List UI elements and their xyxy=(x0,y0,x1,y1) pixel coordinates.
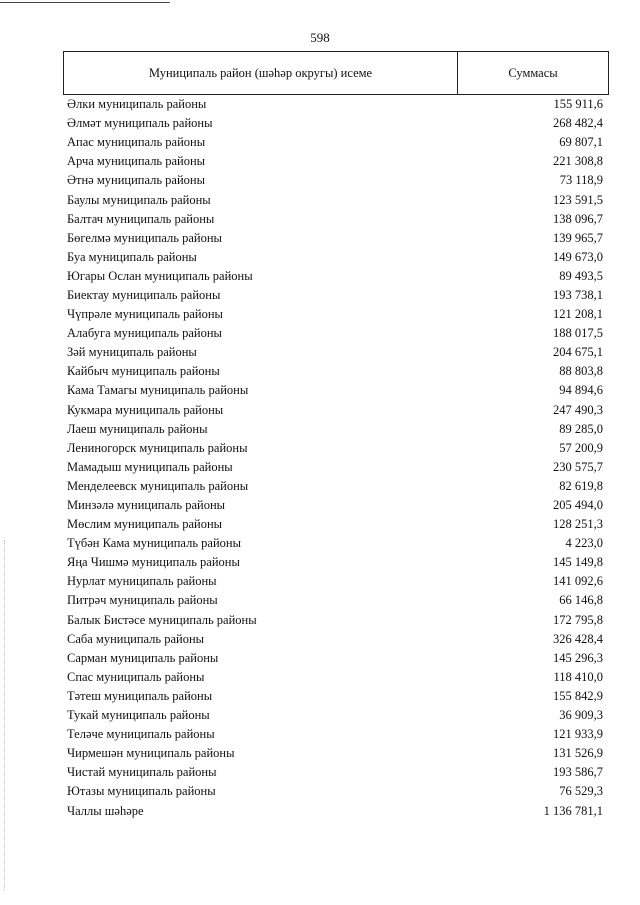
table-row xyxy=(67,190,603,209)
district-name: Сарман муниципаль районы xyxy=(67,650,219,665)
district-name: Баулы муниципаль районы xyxy=(67,192,211,207)
table-row xyxy=(67,706,603,725)
district-name: Чаллы шәһәре xyxy=(67,803,144,818)
district-sum: 247 490,3 xyxy=(553,402,603,417)
district-sum: 221 308,8 xyxy=(553,154,603,169)
header-sum-column: Суммасы xyxy=(508,65,558,80)
district-sum: 118 410,0 xyxy=(553,669,603,684)
district-name: Әтнә муниципаль районы xyxy=(67,173,206,188)
district-sum: 145 149,8 xyxy=(553,555,603,570)
district-name: Кайбыч муниципаль районы xyxy=(67,364,220,379)
district-name: Әлмәт муниципаль районы xyxy=(67,116,213,131)
district-sum: 193 586,7 xyxy=(553,765,603,780)
district-sum: 4 223,0 xyxy=(565,536,603,551)
district-sum: 141 092,6 xyxy=(553,574,603,589)
table-row xyxy=(67,305,603,324)
district-sum: 204 675,1 xyxy=(553,345,603,360)
table-row xyxy=(67,515,603,534)
district-sum: 128 251,3 xyxy=(553,517,603,532)
district-name: Тукай муниципаль районы xyxy=(67,708,210,723)
district-sum: 36 909,3 xyxy=(559,708,603,723)
district-sum: 66 146,8 xyxy=(559,593,603,608)
table-row xyxy=(67,649,603,668)
table-row xyxy=(67,210,603,229)
table-row xyxy=(67,324,603,343)
table-row xyxy=(67,362,603,381)
table-body xyxy=(67,95,603,821)
table-row xyxy=(67,763,603,782)
district-name: Балтач муниципаль районы xyxy=(67,211,215,226)
top-rule xyxy=(0,2,170,3)
table-row xyxy=(67,286,603,305)
table-row xyxy=(67,401,603,420)
district-name: Түбән Кама муниципаль районы xyxy=(67,536,241,551)
district-name: Яңа Чишмә муниципаль районы xyxy=(67,555,240,570)
table-row xyxy=(67,248,603,267)
table-row xyxy=(67,687,603,706)
district-name: Югары Ослан муниципаль районы xyxy=(67,268,253,283)
district-sum: 121 933,9 xyxy=(553,727,603,742)
district-sum: 155 911,6 xyxy=(553,97,603,112)
table-row xyxy=(67,420,603,439)
district-sum: 131 526,9 xyxy=(553,746,603,761)
table-row xyxy=(67,477,603,496)
district-sum: 230 575,7 xyxy=(553,459,603,474)
table-row xyxy=(67,171,603,190)
district-sum: 172 795,8 xyxy=(553,612,603,627)
district-name: Арча муниципаль районы xyxy=(67,154,206,169)
table-row xyxy=(67,95,603,114)
district-sum: 193 738,1 xyxy=(553,287,603,302)
district-name: Чистай муниципаль районы xyxy=(67,765,217,780)
table-row xyxy=(67,534,603,553)
district-sum: 57 200,9 xyxy=(559,440,603,455)
table-row xyxy=(67,229,603,248)
district-sum: 73 118,9 xyxy=(559,173,603,188)
district-name: Питрәч муниципаль районы xyxy=(67,593,218,608)
district-name: Саба муниципаль районы xyxy=(67,631,205,646)
district-name: Бөгелмә муниципаль районы xyxy=(67,230,222,245)
table-row xyxy=(67,381,603,400)
district-sum: 76 529,3 xyxy=(559,784,603,799)
district-name: Теләче муниципаль районы xyxy=(67,727,215,742)
district-name: Әлки муниципаль районы xyxy=(67,97,207,112)
page-number: 598 xyxy=(310,30,330,45)
header-name-column: Муниципаль район (шәһәр округы) исеме xyxy=(64,52,458,94)
table-row xyxy=(67,630,603,649)
district-name: Зәй муниципаль районы xyxy=(67,345,197,360)
district-name: Апас муниципаль районы xyxy=(67,135,206,150)
table-row xyxy=(67,611,603,630)
district-name: Кукмара муниципаль районы xyxy=(67,402,224,417)
table-header xyxy=(63,51,609,95)
district-sum: 145 296,3 xyxy=(553,650,603,665)
table-row xyxy=(67,152,603,171)
district-name: Мамадыш муниципаль районы xyxy=(67,459,233,474)
table-row xyxy=(67,801,603,820)
district-sum: 69 807,1 xyxy=(559,135,603,150)
district-name: Менделеевск муниципаль районы xyxy=(67,478,249,493)
district-name: Спас муниципаль районы xyxy=(67,669,205,684)
district-name: Алабуга муниципаль районы xyxy=(67,326,222,341)
district-name: Мөслим муниципаль районы xyxy=(67,517,223,532)
district-sum: 268 482,4 xyxy=(553,116,603,131)
table-row xyxy=(67,744,603,763)
district-name: Чүпрәле муниципаль районы xyxy=(67,307,223,322)
table-row xyxy=(67,591,603,610)
district-name: Лаеш муниципаль районы xyxy=(67,421,208,436)
district-sum: 82 619,8 xyxy=(559,478,603,493)
district-sum: 326 428,4 xyxy=(553,631,603,646)
district-name: Нурлат муниципаль районы xyxy=(67,574,217,589)
district-name: Балык Бистәсе муниципаль районы xyxy=(67,612,257,627)
district-name: Ютазы муниципаль районы xyxy=(67,784,216,799)
margin-dotted-line xyxy=(4,540,5,890)
district-sum: 89 285,0 xyxy=(559,421,603,436)
district-sum: 188 017,5 xyxy=(553,326,603,341)
table-row xyxy=(67,439,603,458)
table-row xyxy=(67,267,603,286)
table-row xyxy=(67,343,603,362)
district-sum: 88 803,8 xyxy=(559,364,603,379)
table-row xyxy=(67,572,603,591)
district-sum: 123 591,5 xyxy=(553,192,603,207)
district-sum: 121 208,1 xyxy=(553,307,603,322)
district-name: Буа муниципаль районы xyxy=(67,249,197,264)
table-row xyxy=(67,782,603,801)
district-name: Биектау муниципаль районы xyxy=(67,287,221,302)
table-row xyxy=(67,496,603,515)
table-row xyxy=(67,668,603,687)
district-sum: 149 673,0 xyxy=(553,249,603,264)
district-sum: 94 894,6 xyxy=(559,383,603,398)
district-sum: 155 842,9 xyxy=(553,688,603,703)
district-name: Минзәлә муниципаль районы xyxy=(67,498,226,513)
district-name: Тәтеш муниципаль районы xyxy=(67,688,213,703)
district-name: Кама Тамагы муниципаль районы xyxy=(67,383,249,398)
district-sum: 139 965,7 xyxy=(553,230,603,245)
district-name: Чирмешән муниципаль районы xyxy=(67,746,235,761)
table-row xyxy=(67,114,603,133)
table-row xyxy=(67,553,603,572)
district-sum: 1 136 781,1 xyxy=(543,803,603,818)
table-row xyxy=(67,458,603,477)
district-name: Лениногорск муниципаль районы xyxy=(67,440,248,455)
district-sum: 205 494,0 xyxy=(553,498,603,513)
table-row xyxy=(67,133,603,152)
district-sum: 89 493,5 xyxy=(559,268,603,283)
district-sum: 138 096,7 xyxy=(553,211,603,226)
table-row xyxy=(67,725,603,744)
